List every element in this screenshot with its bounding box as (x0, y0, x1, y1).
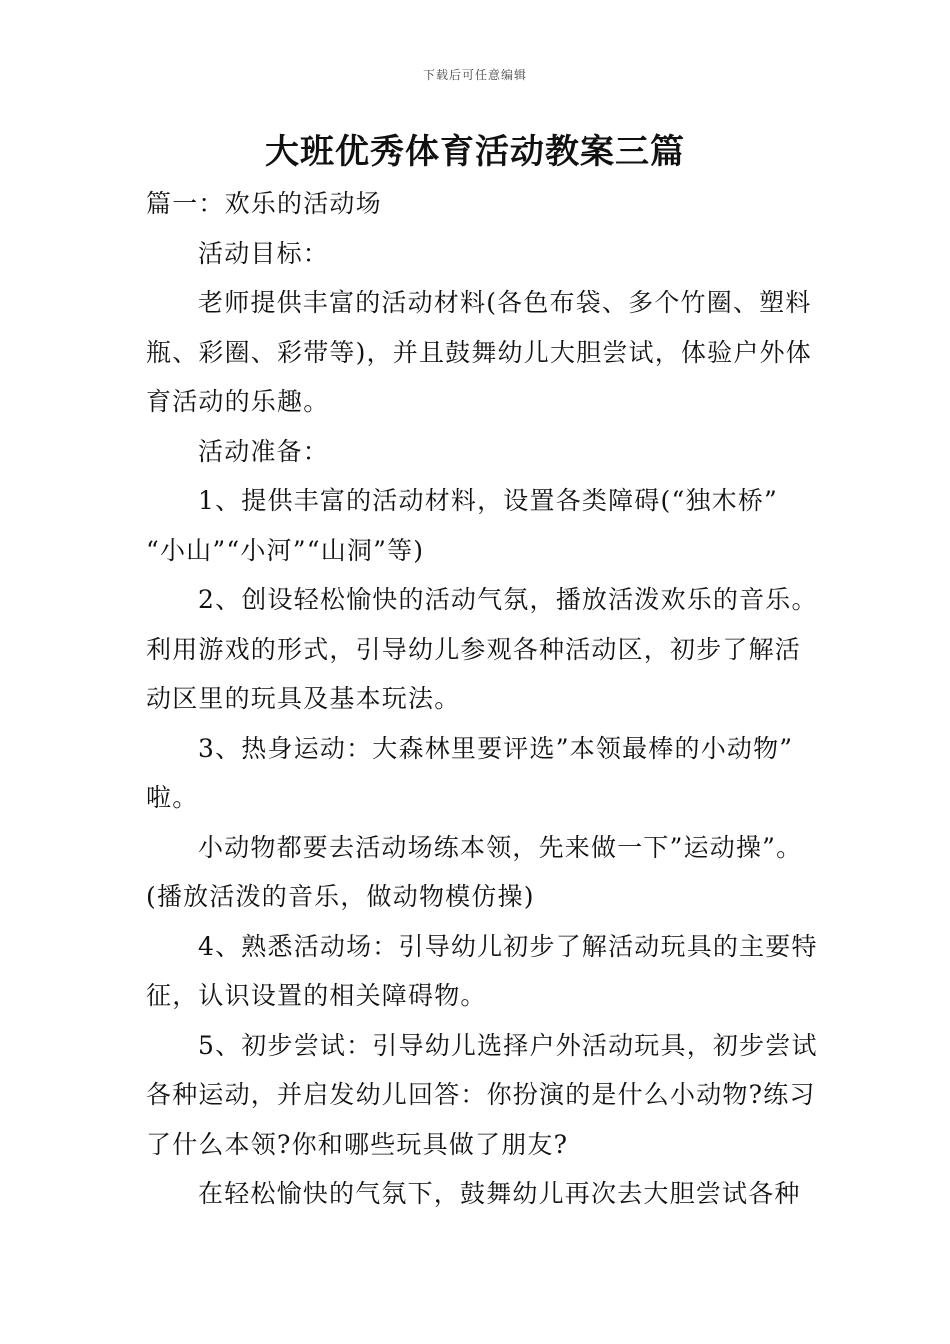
paragraph-line: 2、创设轻松愉快的活动气氛，播放活泼欢乐的音乐。 (198, 585, 818, 614)
paragraph-line: 4、熟悉活动场：引导幼儿初步了解活动玩具的主要特 (198, 931, 818, 961)
document-body (146, 179, 826, 1219)
header-note: 下载后可任意编辑 (422, 68, 527, 82)
paragraph-line: 瓶、彩圈、彩带等)，并且鼓舞幼儿大胆尝试，体验户外体 (146, 337, 812, 367)
paragraph-line: 动区里的玩具及基本玩法。 (146, 684, 461, 713)
document-title: 大班优秀体育活动教案三篇 (265, 132, 685, 172)
paragraph-line: 5、初步尝试：引导幼儿选择户外活动玩具，初步尝试 (198, 1030, 818, 1060)
subheading-goals: 活动目标： (198, 238, 330, 268)
paragraph-line: 3、热身运动：大森林里要评选”本领最棒的小动物” (198, 733, 794, 763)
paragraph-line: 了什么本领?你和哪些玩具做了朋友? (146, 1129, 569, 1159)
paragraph-line: 啦。 (146, 783, 199, 812)
paragraph-line: “小山”“小河”“山洞”等) (146, 535, 425, 565)
paragraph-line: 各种运动，并启发幼儿回答：你扮演的是什么小动物?练习 (146, 1080, 816, 1109)
paragraph-line: 利用游戏的形式，引导幼儿参观各种活动区，初步了解活 (146, 634, 802, 664)
paragraph-line: 在轻松愉快的气氛下，鼓舞幼儿再次去大胆尝试各种 (198, 1179, 801, 1208)
subheading-preparation: 活动准备： (198, 436, 330, 466)
section-heading: 篇一：欢乐的活动场 (146, 189, 382, 218)
paragraph-line: 老师提供丰富的活动材料(各色布袋、多个竹圈、塑料 (198, 288, 812, 317)
paragraph-line: (播放活泼的音乐，做动物模仿操) (146, 882, 535, 911)
paragraph-line: 征，认识设置的相关障碍物。 (146, 981, 487, 1010)
paragraph-line: 小动物都要去活动场练本领，先来做一下”运动操”。 (198, 832, 803, 862)
paragraph-line: 育活动的乐趣。 (146, 387, 330, 416)
paragraph-line: 1、提供丰富的活动材料，设置各类障碍(“独木桥” (198, 486, 779, 515)
